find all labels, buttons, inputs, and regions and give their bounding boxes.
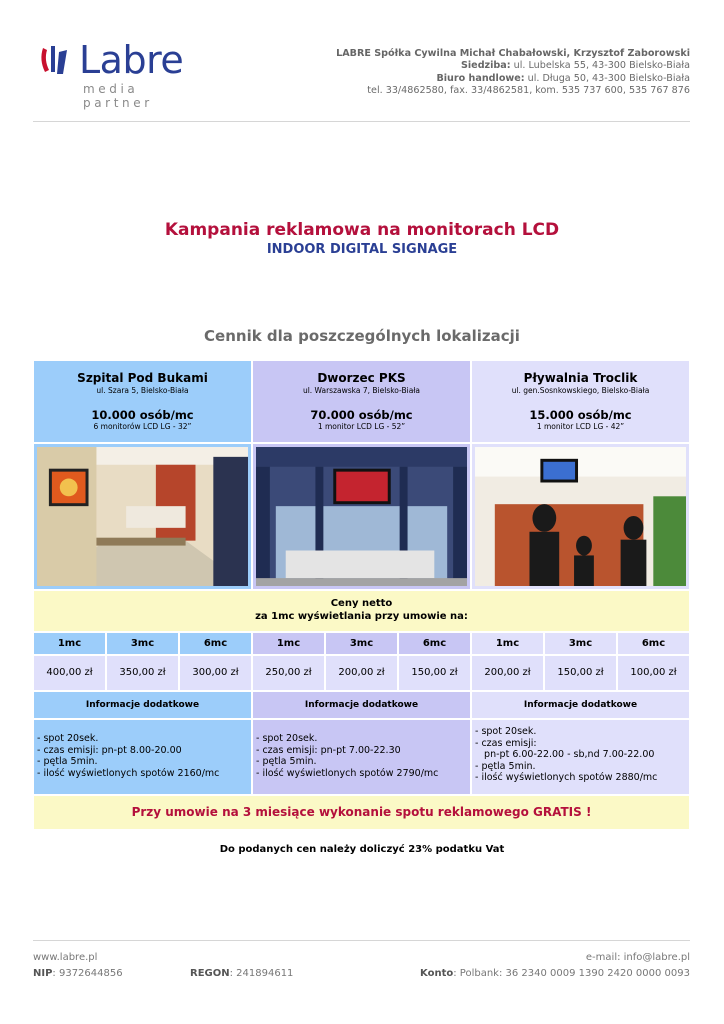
- header-divider: [33, 121, 690, 122]
- labre-logo: [37, 38, 197, 110]
- footer-nip: [33, 968, 123, 980]
- page-subtitle: INDOOR DIGITAL SIGNAGE: [266, 242, 458, 257]
- period-header: 6mc: [617, 632, 690, 655]
- info-line: - ilość wyświetlonych spotów 2790/mc: [256, 767, 439, 779]
- location-audience: 15.000 osób/mc: [529, 408, 632, 422]
- price-cell: 100,00 zł: [617, 655, 690, 691]
- swimming-pool-lobby-photo: [475, 447, 686, 586]
- location-row: [33, 360, 690, 443]
- regon-label: REGON: [190, 968, 230, 979]
- price-cell: 200,00 zł: [325, 655, 398, 691]
- price-cell: 250,00 zł: [252, 655, 325, 691]
- section-title: Cennik dla poszczególnych lokalizacji: [204, 327, 520, 345]
- period-header: 3mc: [325, 632, 398, 655]
- logo-tagline: media partner: [83, 82, 153, 110]
- info-line: - spot 20sek.: [475, 726, 537, 737]
- location-name: Dworzec PKS: [317, 371, 406, 385]
- price-row: [33, 655, 690, 691]
- regon-value: : 241894611: [229, 968, 294, 979]
- company-phones: tel. 33/4862580, fax. 33/4862581, kom. 535 737 600, 535 767 876: [367, 85, 690, 97]
- price-cell: 150,00 zł: [398, 655, 471, 691]
- location-name: Szpital Pod Bukami: [77, 371, 208, 385]
- nip-label: NIP: [33, 968, 53, 979]
- photo-row: [33, 443, 690, 590]
- info-line: - ilość wyświetlonych spotów 2880/mc: [475, 772, 658, 783]
- info-line: - pętla 5min.: [37, 756, 98, 767]
- location-monitors: 1 monitor LCD LG - 42”: [536, 422, 625, 431]
- konto-value: : Polbank: 36 2340 0009 1390 2420 0000 0093: [453, 968, 690, 979]
- period-header: 1mc: [471, 632, 544, 655]
- footer-email[interactable]: e-mail: info@labre.pl: [585, 952, 690, 963]
- price-cell: 300,00 zł: [179, 655, 252, 691]
- price-cell: 400,00 zł: [33, 655, 106, 691]
- ceny-netto-label: Ceny netto: [330, 598, 393, 609]
- info-details: [471, 719, 690, 795]
- info-line: - spot 20sek.: [256, 733, 318, 744]
- period-header: 3mc: [544, 632, 617, 655]
- siedziba-label: Siedziba:: [460, 60, 511, 72]
- biuro-label: Biuro handlowe:: [436, 72, 525, 84]
- info-header-row: [33, 691, 690, 719]
- info-row: [33, 719, 690, 795]
- labre-logo-icon: [37, 42, 77, 78]
- period-header-row: [33, 632, 690, 655]
- price-cell: 200,00 zł: [471, 655, 544, 691]
- location-name: Pływalnia Troclik: [523, 371, 638, 385]
- price-cell: 350,00 zł: [106, 655, 179, 691]
- info-line: - czas emisji: pn-pt 8.00-20.00: [37, 744, 182, 756]
- period-header: 3mc: [106, 632, 179, 655]
- hospital-corridor-photo: [37, 447, 248, 586]
- info-line: - pętla 5min.: [475, 760, 536, 772]
- location-szpital: [33, 360, 252, 443]
- info-header: Informacje dodatkowe: [252, 691, 471, 719]
- price-cell: 150,00 zł: [544, 655, 617, 691]
- bus-station-photo: [256, 447, 467, 586]
- info-line: - pętla 5min.: [256, 756, 317, 767]
- info-line: - czas emisji:: [475, 737, 537, 749]
- location-dworzec: [252, 360, 471, 443]
- footer-website[interactable]: www.labre.pl: [33, 952, 98, 963]
- photo-cell: [33, 443, 252, 590]
- ceny-netto-header: [33, 590, 690, 632]
- period-header: 6mc: [179, 632, 252, 655]
- location-address: ul. Szara 5, Bielsko-Biała: [96, 386, 189, 395]
- photo-cell: [252, 443, 471, 590]
- info-line: - czas emisji: pn-pt 7.00-22.30: [256, 744, 401, 756]
- info-header: Informacje dodatkowe: [471, 691, 690, 719]
- location-plywalnia: [471, 360, 690, 443]
- siedziba-address: ul. Lubelska 55, 43-300 Bielsko-Biała: [510, 60, 690, 72]
- info-line: pn-pt 6.00-22.00 - sb,nd 7.00-22.00: [475, 749, 655, 760]
- info-line: - spot 20sek.: [37, 733, 99, 744]
- info-details: [33, 719, 252, 795]
- page-title: Kampania reklamowa na monitorach LCD: [164, 220, 560, 240]
- price-table: [33, 360, 690, 830]
- promo-banner: Przy umowie na 3 miesiące wykonanie spotu reklamowego GRATIS !: [33, 795, 690, 830]
- info-line: - ilość wyświetlonych spotów 2160/mc: [37, 767, 220, 779]
- info-header: Informacje dodatkowe: [33, 691, 252, 719]
- location-audience: 10.000 osób/mc: [91, 408, 194, 422]
- konto-label: Konto: [420, 968, 454, 979]
- location-monitors: 1 monitor LCD LG - 52”: [317, 422, 406, 431]
- letterhead: [33, 38, 690, 118]
- period-header: 6mc: [398, 632, 471, 655]
- location-audience: 70.000 osób/mc: [310, 408, 413, 422]
- footer-regon: [190, 968, 293, 980]
- company-name: LABRE Spółka Cywilna Michał Chabałowski, Krzysztof Zaborowski: [336, 48, 690, 59]
- photo-cell: [471, 443, 690, 590]
- logo-wordmark: Labre: [79, 38, 184, 82]
- location-monitors: 6 monitorów LCD LG - 32”: [93, 422, 192, 431]
- location-address: ul. Warszawska 7, Bielsko-Biała: [302, 386, 421, 395]
- company-info: [336, 48, 690, 98]
- ceny-period-label: za 1mc wyświetlania przy umowie na:: [255, 610, 468, 622]
- ceny-row: [33, 590, 690, 632]
- info-details: [252, 719, 471, 795]
- period-header: 1mc: [33, 632, 106, 655]
- vat-notice: Do podanych cen należy doliczyć 23% podatku Vat: [219, 844, 505, 855]
- location-address: ul. gen.Sosnkowskiego, Bielsko-Biała: [511, 386, 650, 395]
- footer-konto: [420, 968, 690, 980]
- promo-row: [33, 795, 690, 830]
- nip-value: : 9372644856: [52, 968, 123, 979]
- period-header: 1mc: [252, 632, 325, 655]
- footer-divider: [33, 940, 690, 941]
- biuro-address: ul. Długa 50, 43-300 Bielsko-Biała: [524, 72, 690, 84]
